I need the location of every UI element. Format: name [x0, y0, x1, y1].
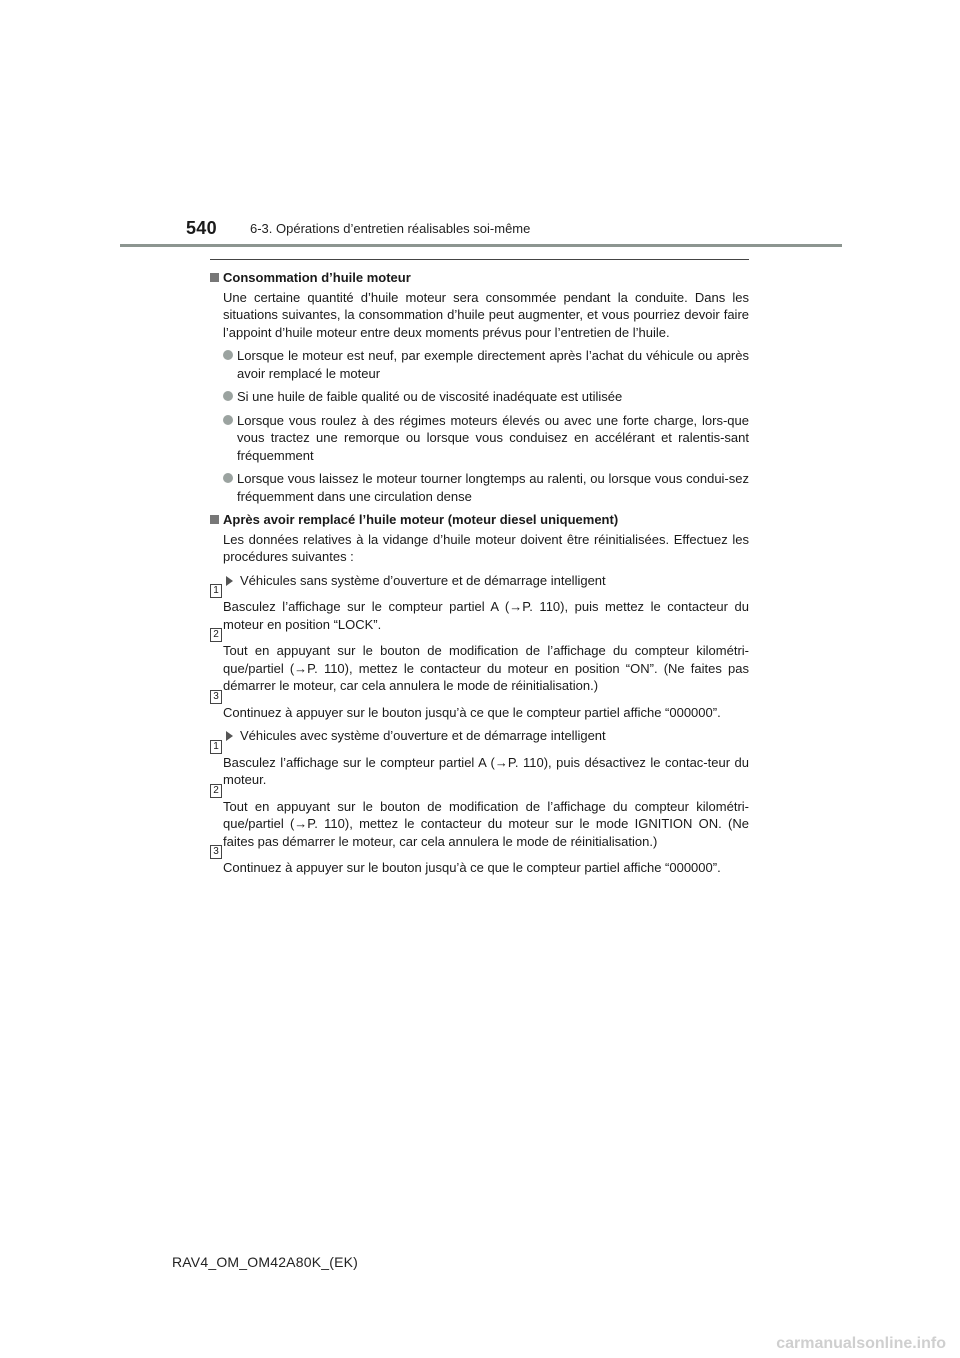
triangle-right-icon [226, 576, 233, 586]
oil-reset-intro: Les données relatives à la vidange d’huile moteur doivent être réinitialisées. Effectuez les procédures suivantes : [223, 531, 749, 564]
step-number-box: 1 [210, 584, 222, 598]
step-number-box: 1 [210, 740, 222, 754]
step-number-box: 2 [210, 784, 222, 798]
section-title: 6-3. Opérations d’entretien réalisables soi-même [250, 221, 531, 236]
square-bullet-icon [210, 273, 219, 282]
group-title-without-smart-key: Véhicules sans système d’ouverture et de démarrage intelligent [223, 572, 749, 590]
group-title-with-smart-key: Véhicules avec système d’ouverture et de démarrage intelligent [223, 727, 749, 745]
round-bullet-icon [223, 415, 233, 425]
oil-reset-heading: Après avoir remplacé l’huile moteur (moteur diesel uniquement) [210, 511, 749, 529]
list-item: Lorsque vous laissez le moteur tourner longtemps au ralenti, ou lorsque vous condui-sez fréquemment dans une circulation dense [223, 470, 749, 505]
page-number: 540 [186, 218, 217, 238]
square-bullet-icon [210, 515, 219, 524]
watermark: carmanualsonline.info [776, 1335, 946, 1352]
oil-consumption-bullets [223, 347, 749, 505]
step-item: 2 Tout en appuyant sur le bouton de modification de l’affichage du compteur kilométri-que/partiel (→P. 110), mettez le contacteur du moteur sur le mode IGNITION ON. (Ne faites pas démarrer le moteur, car cela annulera le mode de réinitialisation.) [223, 798, 749, 851]
step-item: 3 Continuez à appuyer sur le bouton jusqu’à ce que le compteur partiel affiche “000000”. [223, 704, 749, 722]
step-item: 1 Basculez l’affichage sur le compteur partiel A (→P. 110), puis désactivez le contac-teur du moteur. [223, 754, 749, 789]
round-bullet-icon [223, 391, 233, 401]
round-bullet-icon [223, 473, 233, 483]
step-item: 2 Tout en appuyant sur le bouton de modification de l’affichage du compteur kilométri-que/partiel (→P. 110), mettez le contacteur du moteur en position “ON”. (Ne faites pas démarrer le moteur, car cela annulera le mode de réinitialisation.) [223, 642, 749, 695]
list-item: Lorsque vous roulez à des régimes moteurs élevés ou avec une forte charge, lors-que vous tractez une remorque ou lorsque vous conduisez en accélérant et ralentis-sant fréquemment [223, 412, 749, 465]
header-rule [120, 244, 842, 247]
step-number-box: 2 [210, 628, 222, 642]
step-item: 1 Basculez l’affichage sur le compteur partiel A (→P. 110), puis mettez le contacteur du moteur en position “LOCK”. [223, 598, 749, 633]
step-number-box: 3 [210, 845, 222, 859]
round-bullet-icon [223, 350, 233, 360]
step-number-box: 3 [210, 690, 222, 704]
oil-consumption-heading: Consommation d’huile moteur [210, 269, 749, 287]
document-code: RAV4_OM_OM42A80K_(EK) [172, 1254, 359, 1270]
triangle-right-icon [226, 731, 233, 741]
list-item: Lorsque le moteur est neuf, par exemple directement après l’achat du véhicule ou après avoir remplacé le moteur [223, 347, 749, 382]
page-content [210, 269, 749, 883]
content-rule [210, 259, 749, 260]
list-item: Si une huile de faible qualité ou de viscosité inadéquate est utilisée [223, 388, 749, 406]
oil-consumption-intro: Une certaine quantité d’huile moteur sera consommée pendant la conduite. Dans les situations suivantes, la consommation d’huile peut augmenter, et vous pourriez devoir faire l’appoint d’huile moteur entre deux moments prévus pour l’entretien de l’huile. [223, 289, 749, 340]
step-item: 3 Continuez à appuyer sur le bouton jusqu’à ce que le compteur partiel affiche “000000”. [223, 859, 749, 877]
